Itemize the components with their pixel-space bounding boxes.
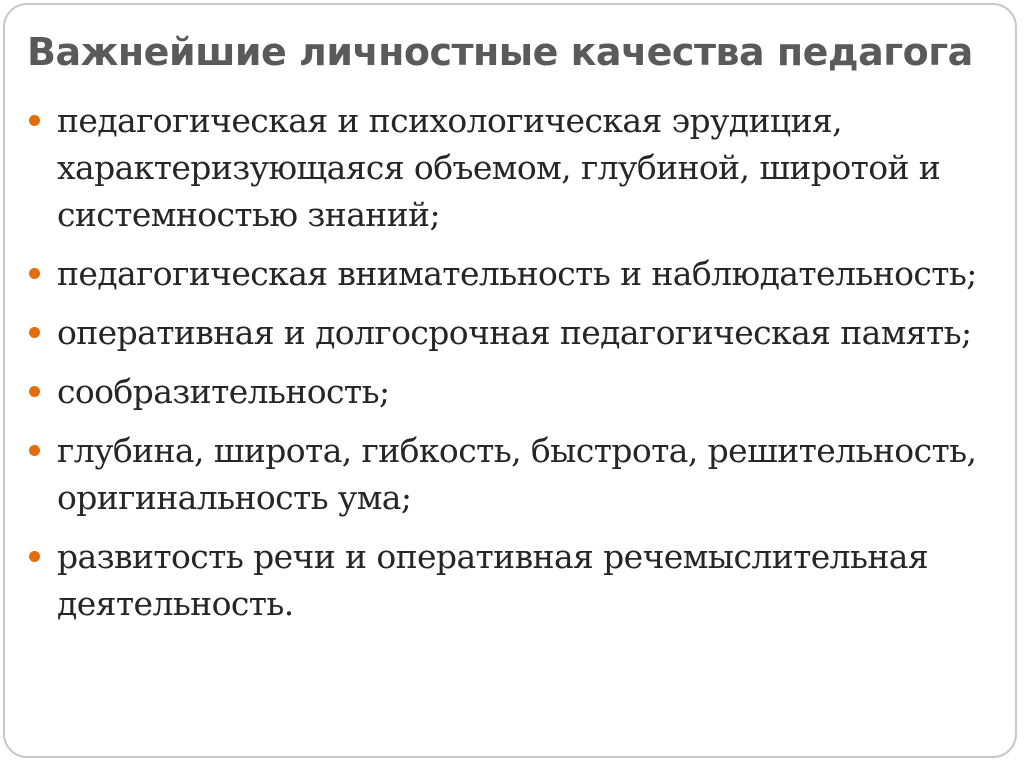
bullet-item-text: педагогическая внимательность и наблюдательность; xyxy=(57,254,977,293)
bullet-dot-icon xyxy=(29,115,40,126)
bullet-item-text: педагогическая и психологическая эрудиция, характеризующаяся объемом, глубиной, широтой и системностью знаний; xyxy=(57,101,941,234)
bullet-item xyxy=(27,309,1002,356)
bullet-item xyxy=(27,250,1002,297)
bullet-item-text: оперативная и долгосрочная педагогическая память; xyxy=(57,313,972,352)
bullet-dot-icon xyxy=(29,327,40,338)
bullet-dot-icon xyxy=(29,551,40,562)
bullet-list xyxy=(27,97,1002,639)
bullet-item xyxy=(27,368,1002,415)
bullet-dot-icon xyxy=(29,386,40,397)
bullet-item-text: глубина, широта, гибкость, быстрота, решительность, оригинальность ума; xyxy=(57,431,977,517)
bullet-item xyxy=(27,427,1002,521)
bullet-dot-icon xyxy=(29,268,40,279)
bullet-item xyxy=(27,533,1002,627)
slide-title: Важнейшие личностные качества педагога xyxy=(27,30,973,74)
bullet-item xyxy=(27,97,1002,238)
bullet-item-text: развитость речи и оперативная речемыслительная деятельность. xyxy=(57,537,929,623)
bullet-item-text: сообразительность; xyxy=(57,372,390,411)
bullet-dot-icon xyxy=(29,445,40,456)
